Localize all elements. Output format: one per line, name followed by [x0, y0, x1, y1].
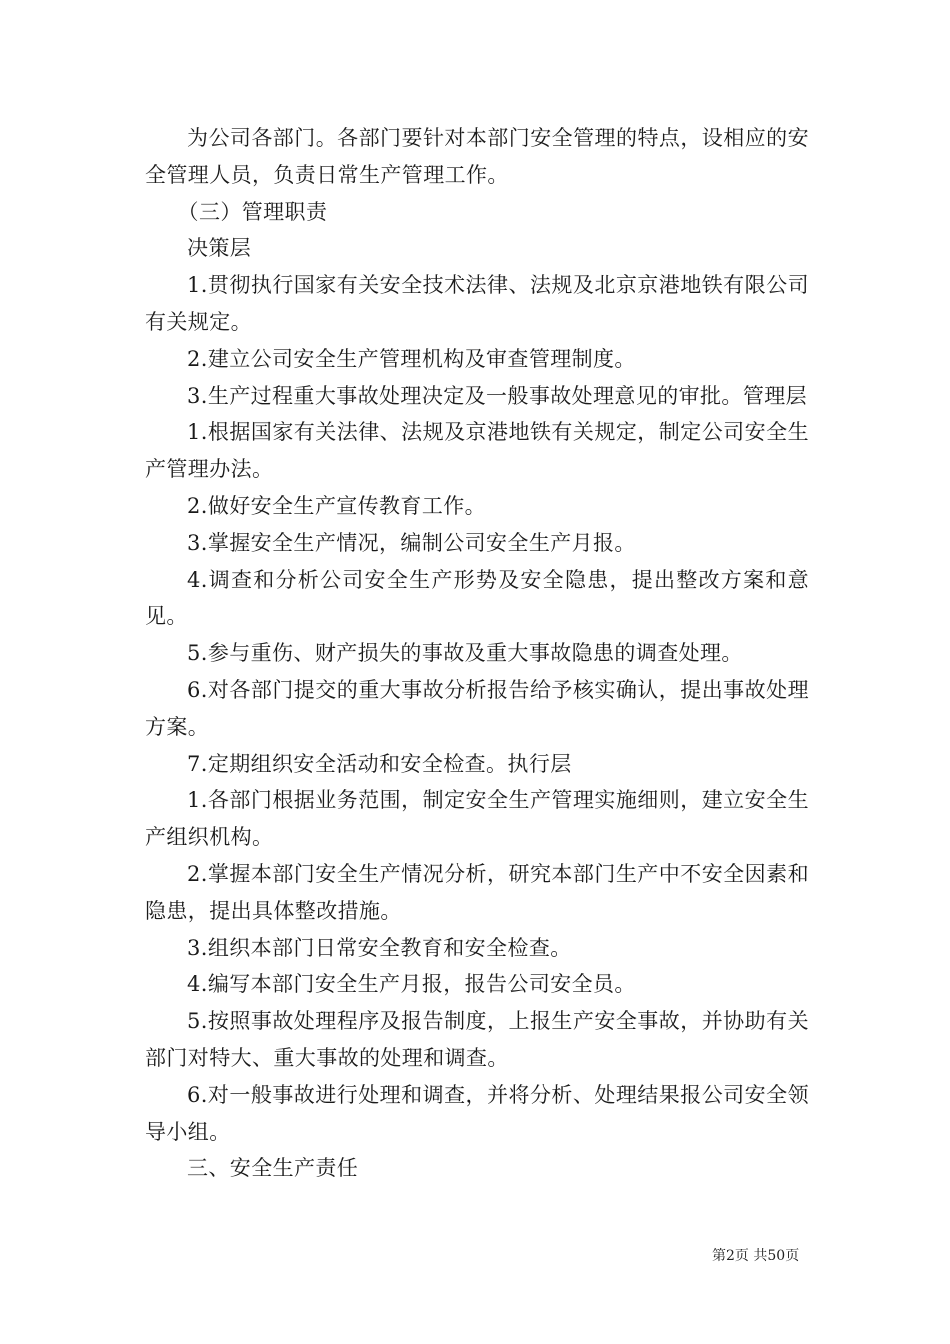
footer-prefix: 第 — [712, 1248, 726, 1264]
footer-middle: 页 共 — [734, 1248, 768, 1264]
list-item: 1.贯彻执行国家有关安全技术法律、法规及北京京港地铁有限公司有关规定。 — [145, 273, 809, 334]
paragraph: 为公司各部门。各部门要针对本部门安全管理的特点，设相应的安全管理人员，负责日常生产管理工作。 — [145, 126, 809, 187]
list-item: 5.按照事故处理程序及报告制度，上报生产安全事故，并协助有关部门对特大、重大事故的处理和调查。 — [145, 1009, 809, 1070]
list-item: 2.做好安全生产宣传教育工作。 — [187, 493, 487, 518]
page-number-footer — [712, 1247, 799, 1265]
list-item: 5.参与重伤、财产损失的事故及重大事故隐患的调查处理。 — [187, 641, 743, 666]
list-item: 4.编写本部门安全生产月报，报告公司安全员。 — [187, 972, 636, 997]
list-item: 6.对各部门提交的重大事故分析报告给予核实确认，提出事故处理方案。 — [145, 677, 809, 739]
list-item: 1.各部门根据业务范围，制定安全生产管理实施细则，建立安全生产组织机构。 — [145, 788, 809, 850]
list-item: 3.掌握安全生产情况，编制公司安全生产月报。 — [187, 530, 636, 555]
subheading-decision-layer: 决策层 — [187, 236, 252, 261]
list-item: 7.定期组织安全活动和安全检查。执行层 — [187, 751, 572, 776]
list-item: 3.组织本部门日常安全教育和安全检查。 — [187, 935, 572, 960]
list-item: 2.掌握本部门安全生产情况分析，研究本部门生产中不安全因素和隐患，提出具体整改措施。 — [145, 861, 809, 923]
document-body — [145, 120, 809, 1187]
list-item: 6.对一般事故进行处理和调查，并将分析、处理结果报公司安全领导小组。 — [145, 1082, 809, 1144]
total-pages-number: 50 — [767, 1248, 786, 1264]
list-item: 1.根据国家有关法律、法规及京港地铁有关规定，制定公司安全生产管理办法。 — [145, 420, 809, 482]
footer-suffix: 页 — [785, 1248, 800, 1264]
section-heading: 三、安全生产责任 — [187, 1156, 359, 1181]
section-heading: （三）管理职责 — [177, 199, 328, 224]
list-item: 3.生产过程重大事故处理决定及一般事故处理意见的审批。管理层 — [187, 383, 808, 408]
list-item: 2.建立公司安全生产管理机构及审查管理制度。 — [187, 346, 636, 371]
current-page-number: 2 — [726, 1248, 735, 1264]
list-item: 4.调查和分析公司安全生产形势及安全隐患，提出整改方案和意见。 — [145, 567, 809, 629]
